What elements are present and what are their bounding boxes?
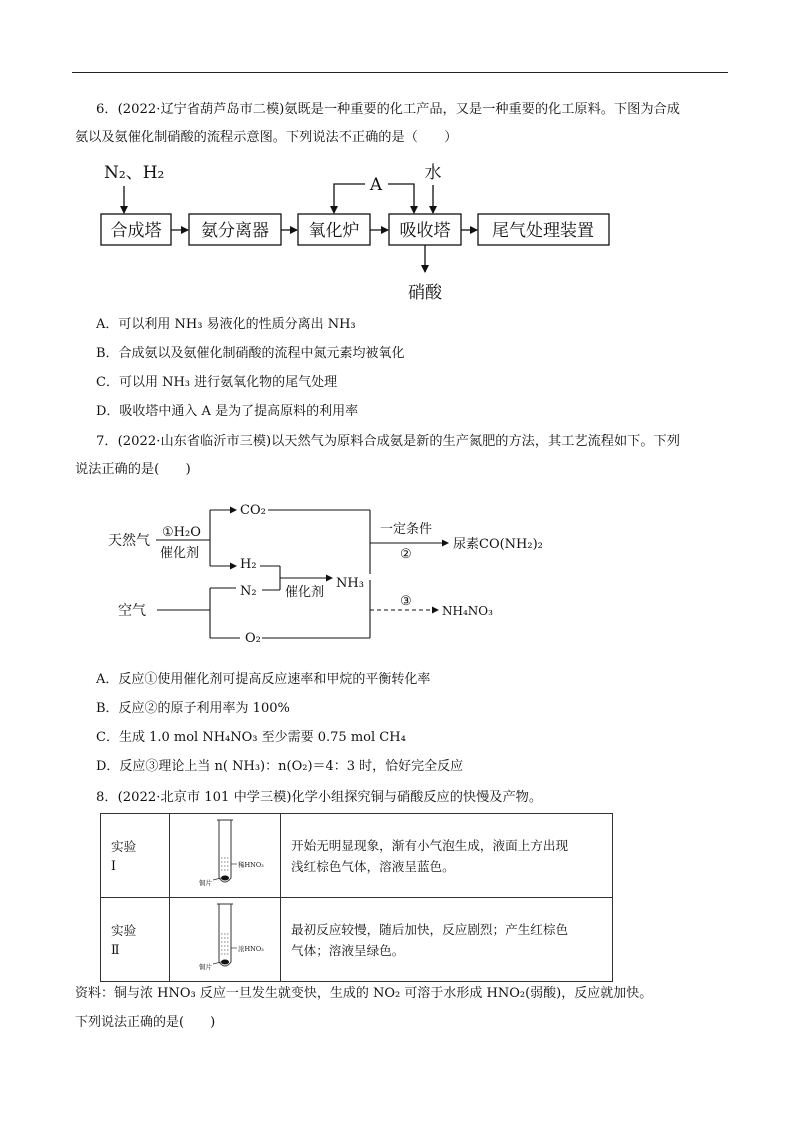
n2-label: N₂ bbox=[240, 584, 257, 599]
o2-label: O₂ bbox=[245, 631, 261, 646]
q6-flow-diagram bbox=[0, 0, 800, 320]
q6-line2: 氨以及氨催化制硝酸的流程示意图。下列说法不正确的是（ ） bbox=[75, 130, 458, 145]
q6-option-c: C．可以用 NH₃ 进行氨氧化物的尾气处理 bbox=[96, 375, 338, 390]
q8-stem bbox=[75, 784, 725, 812]
apparatus-cell bbox=[170, 814, 281, 898]
experiment-table bbox=[100, 813, 613, 982]
observation-cell bbox=[281, 898, 613, 982]
step1-top-label: ①H₂O bbox=[162, 525, 201, 540]
q7-line2: 说法正确的是( ) bbox=[75, 462, 191, 477]
observation-line: 最初反应较慢，随后加快，反应剧烈；产生红棕色 bbox=[291, 921, 569, 937]
box-label-5: 尾气处理装置 bbox=[492, 221, 594, 241]
q8-line1: 8．(2022·北京市 101 中学三模)化学小组探究铜与硝酸反应的快慢及产物。 bbox=[96, 790, 543, 805]
step1-bottom-label: 催化剂 bbox=[160, 546, 200, 561]
q6-option-b: B．合成氨以及氨催化制硝酸的流程中氮元素均被氧化 bbox=[96, 346, 405, 361]
q7-option-c: C．生成 1.0 mol NH₄NO₃ 至少需要 0.75 mol CH₄ bbox=[96, 730, 406, 745]
catalyst-label: 催化剂 bbox=[285, 585, 325, 600]
arrow-a-to-absorber bbox=[388, 184, 414, 213]
q7-option-a: A．反应①使用催化剂可提高反应速率和甲烷的平衡转化率 bbox=[96, 672, 431, 687]
q8-question: 下列说法正确的是( ) bbox=[75, 1015, 216, 1030]
apparatus-cell bbox=[170, 898, 281, 982]
q7-flow-diagram bbox=[0, 490, 800, 650]
product-label: 硝酸 bbox=[408, 283, 442, 303]
observation-cell bbox=[281, 814, 613, 898]
q7-stem bbox=[75, 428, 725, 484]
a-label: A bbox=[369, 175, 383, 195]
observation-line: 浅红棕色气体，溶液呈蓝色。 bbox=[291, 858, 455, 874]
acid-label: 浓HNO₃ bbox=[238, 945, 264, 953]
test-tube-figure bbox=[175, 900, 275, 976]
copper-label: 铜片 bbox=[199, 963, 212, 971]
exp-name-cell bbox=[101, 898, 170, 982]
copper-label: 铜片 bbox=[199, 879, 212, 887]
q6-option-d: D．吸收塔中通入 A 是为了提高原料的利用率 bbox=[96, 404, 359, 419]
box-label-3: 氧化炉 bbox=[308, 221, 360, 241]
q7-option-d: D．反应③理论上当 n( NH₃)：n(O₂)＝4：3 时，恰好完全反应 bbox=[96, 759, 464, 774]
water-label: 水 bbox=[424, 163, 442, 183]
q8-note: 资料：铜与浓 HNO₃ 反应一旦发生就变快，生成的 NO₂ 可溶于水形成 HNO₂(弱酸)，反应就加快。 bbox=[75, 986, 653, 1001]
nh4no3-label: NH₄NO₃ bbox=[442, 604, 493, 618]
condition-label: 一定条件 bbox=[380, 522, 433, 537]
test-tube-figure bbox=[175, 816, 275, 892]
exp-label: 实验 bbox=[111, 922, 137, 938]
exp-name-cell bbox=[101, 814, 170, 898]
exp-number: Ⅰ bbox=[111, 857, 116, 873]
step3-label: ③ bbox=[400, 594, 412, 609]
air-label: 空气 bbox=[118, 603, 146, 619]
q7-line1: 7．(2022·山东省临沂市三模)以天然气为原料合成氨是新的生产氮肥的方法，其工艺流程如下。下列 bbox=[96, 434, 680, 449]
exp-label: 实验 bbox=[111, 838, 137, 854]
q6-option-a: A．可以利用 NH₃ 易液化的性质分离出 NH₃ bbox=[96, 317, 356, 332]
h2-label: H₂ bbox=[240, 557, 257, 572]
table-row bbox=[101, 814, 613, 898]
box-label-2: 氨分离器 bbox=[201, 221, 269, 241]
observation-line: 开始无明显现象，渐有小气泡生成，液面上方出现 bbox=[291, 837, 569, 853]
q7-option-b: B．反应②的原子利用率为 100% bbox=[96, 701, 290, 716]
nh3-label: NH₃ bbox=[336, 576, 364, 591]
arrow-a-to-furnace bbox=[334, 184, 365, 213]
q6-line1: 6．(2022·辽宁省葫芦岛市二模)氨既是一种重要的化工产品，又是一种重要的化工原料。下图为合成 bbox=[96, 102, 680, 117]
box-label-4: 吸收塔 bbox=[399, 221, 451, 241]
table-row bbox=[101, 898, 613, 982]
exp-number: Ⅱ bbox=[111, 941, 120, 957]
urea-label: 尿素CO(NH₂)₂ bbox=[453, 537, 543, 552]
acid-label: 稀HNO₃ bbox=[238, 861, 264, 869]
inputs-label: N₂、H₂ bbox=[104, 163, 165, 183]
natural-gas-label: 天然气 bbox=[108, 533, 150, 549]
box-label-1: 合成塔 bbox=[110, 221, 162, 241]
co2-label: CO₂ bbox=[240, 503, 266, 518]
step2-label: ② bbox=[400, 547, 412, 562]
observation-line: 气体；溶液呈绿色。 bbox=[291, 942, 405, 958]
